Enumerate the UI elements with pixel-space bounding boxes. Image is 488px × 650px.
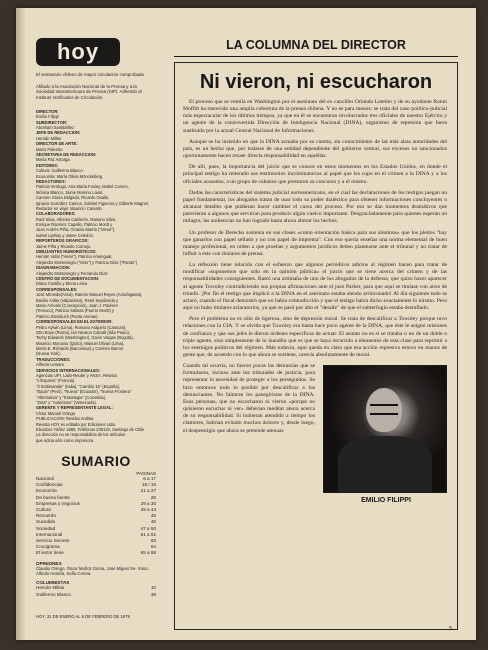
sumario-page: 39 a 44 — [140, 507, 156, 513]
sumario-pages-header: PAGINAS — [136, 471, 156, 477]
photo-shoulders — [338, 436, 432, 492]
magazine-page — [16, 8, 476, 640]
masthead-line: DIRECTOR: — [36, 108, 59, 114]
sumario-section: Guillermo Blanco — [36, 591, 71, 597]
masthead-line: EDITORES: — [36, 162, 59, 168]
sumario-section: Servicio Secreto — [36, 537, 70, 543]
photo-caption: EMILIO FILIPPI — [361, 497, 411, 505]
section-title: LA COLUMNA DEL DIRECTOR — [174, 38, 458, 57]
sumario-section: Hernán Millas — [36, 585, 65, 591]
issue-date-footer: HOY, 31 DE ENERO AL 6 DE FEBRERO DE 1979 — [36, 614, 130, 619]
article-paragraph: De allí, pues, la importancia del juicio que se conoce en estos momentos en los Estados Unidos, en donde el principal testigo ha reiterado sus testimonios incriminatorios al papel que les cupo en el crimen a la DINA y a los oficiales acusados, a un grupo de cubanos que prestaron su concurso y a él mismo. — [183, 164, 447, 185]
masthead-line: DIBUJANTES HUMORISTICOS: — [36, 249, 97, 255]
masthead-line: Techy Edwards (Washington), Gavin Vargas (Bogotá), — [36, 335, 134, 341]
masthead-line: "Alternativa" y "Estrategia" (Colombia), — [36, 394, 107, 400]
opiniones-text: Claudio Orrego, Óscar Muñoz Goma, José Miguel Se- rrano, Alfredo Heraña, Sofía Correa. — [36, 565, 149, 576]
masthead-line: "Il Settimanale" (Italia), "Cambio 16" (España), — [36, 383, 121, 389]
masthead-line: COLABORADORES: — [36, 211, 76, 217]
director-column-header — [174, 38, 458, 57]
masthead-line: Pedro Aylwin (Lima), Romano Arajuelo (Caracas), — [36, 324, 127, 330]
masthead-line: Ignacio González Camus, Gabriel Figueroa y Gilberte Magnet. — [36, 200, 150, 206]
masthead-line: La dirección no se responsabiliza de los artículos — [36, 432, 126, 438]
masthead-line: REPORTEROS GRAFICOS: — [36, 238, 89, 244]
sumario-page: 45 — [150, 513, 156, 519]
sumario-section: Economía — [36, 488, 57, 494]
sumario-page: 38 — [150, 591, 156, 597]
photo-area — [183, 363, 447, 533]
masthead-line: Emilio Filippi — [36, 114, 59, 120]
sumario-section: Sucedido — [36, 519, 56, 525]
masthead-line: GERENTE Y REPRESENTANTE LEGAL: — [36, 405, 113, 411]
tagline: El semanario chileno de mayor circulación comprobada — [36, 72, 144, 77]
masthead-line: Mónica Blanco, Jaime Moreno Laval, — [36, 189, 104, 195]
masthead-line: Eleodoro Yáñez 1880, Teléfonos 236133, Santiago de Chile — [36, 426, 145, 432]
masthead-line: REDACTORES: — [36, 178, 66, 184]
masthead-credits — [36, 109, 156, 443]
sumario-page: 51 a 61 — [140, 531, 156, 537]
masthead-line: SERVICIOS INTERNACIONALES: — [36, 367, 101, 373]
article-paragraph: La reflexión tiene relación con el esfuerzo que algunos periódicos adictos al régimen hacen para tratar de modificar «suponemos que sólo en la opinión pública» el juicio que se tiene acerca del crimen y de las responsabilidades consiguientes. Bastó una artimaña de uno de los abogados de la defensa, que quiso hacer aparecer al agente Townley contradiciendo sus propias afirmaciones ante el juez Parker, para que aquí se titulase con aires de triunfo. ¡Por fin el testigo que implicó a la DINA en el asesinato estaba siendo arrinconado! Al día siguiente todo se aclaró, cuando el fiscal demostró que no había contradicción y que el testigo había dicho exactamente lo mismo. Pero aquí no hubo titulares aclaratorios, ya que se pasó por alto el "detalle" de que el subterfugio estaba desinflado. — [183, 262, 447, 312]
masthead-line: Isabel Lipthay y Jaime Celedón. — [36, 232, 95, 238]
author-photo — [323, 365, 447, 493]
columnistas-list — [36, 585, 156, 597]
masthead-line: Mario Arévalo (Concepción), Juan J. Paulsen — [36, 302, 118, 308]
sumario-section: Internacional — [36, 531, 63, 537]
masthead-line: Cultura: Guillermo Blanco — [36, 168, 83, 174]
masthead-line: José Miranda(Arica), Ramón Manuel Reyes (Antofagasta), — [36, 292, 143, 298]
masthead-line: SECRETARIA DE REDACCION: — [36, 152, 97, 157]
sumario-page: 10 — [150, 585, 156, 591]
masthead-line: "Equis" (Perú), "Nueva" (Ecuador), "Nueva Frontera" — [36, 389, 132, 395]
masthead-line: Basilio Aslán (Valparaíso), René Sepúlveda y — [36, 297, 119, 303]
masthead-line: Hernán Millas — [36, 135, 62, 141]
masthead-line: Patricia Verdugo, Ana María Foxley, Mabel Cornes, — [36, 184, 129, 190]
sumario-page: 29 a 30 — [140, 500, 156, 506]
masthead-line: Abraham Santibáñez — [36, 125, 75, 131]
sumario-page: 63 — [150, 537, 156, 543]
sumario-page: 6 a 17 — [143, 476, 156, 482]
masthead-line: Jaime Piña y Ricardo Cornejo. — [36, 243, 92, 249]
sumario-page: 65 a 66 — [140, 550, 156, 556]
masthead-line: SUBDIRECTOR: — [36, 119, 68, 125]
sumario-page: 64 — [150, 544, 156, 550]
sumario-section: De buena fuente — [36, 494, 70, 500]
sumario-page: 21 a 27 — [140, 488, 156, 494]
masthead-line: Mauricio Morosso (Quito), Manuel Olivari (Lima), — [36, 340, 125, 346]
sumario-section: Recuerdo — [36, 513, 56, 519]
article-paragraph: El proceso que se ventila en Washington por el asesinato del ex canciller Orlando Letelier y de su ayudante Ronni Moffitt ha merecido una amplia cobertura de la prensa chilena. Y no es para menos: se trata del caso político-judicial más espectacular de los últimos tiempos, ya que en él se encuentran involucrados tres oficiales de nuestro Ejército y un agente de la controvertida Dirección de Inteligencia Nacional (DINA), organismo de represión que fuera sustituido por la actual Central Nacional de Informaciones. — [183, 99, 447, 134]
masthead-line: Hernán Vidal ("Hervi"), Patricio Amengual, — [36, 254, 113, 260]
masthead-line: PUBLICACION: Revista Andina — [36, 416, 94, 422]
photo-glasses — [370, 404, 398, 415]
masthead-line: Alfredo Lemare — [36, 362, 64, 368]
hoy-logo: hoy — [36, 38, 120, 66]
columnistas-label: COLUMNISTAS — [36, 580, 70, 586]
masthead-line: Patricio Steinbuch (Punta Arenas). — [36, 313, 99, 319]
sumario-title: SUMARIO — [61, 453, 131, 470]
masthead-line: CORRESPONSALES: — [36, 286, 78, 292]
masthead-line: TRADUCCIONES: — [36, 356, 71, 362]
masthead-line: DIRECTOR DE ARTE: — [36, 141, 78, 147]
masthead-line: CENTRO DE DOCUMENTACION: — [36, 275, 100, 281]
sumario-section: Sociedad — [36, 525, 56, 531]
article-paragraph: Aunque se ha insistido en que la DINA actuaba por su cuenta, sin conocimiento de las más altas autoridades del país, es un hecho que, por tratarse de una entidad dependiente del gobierno central, sus excesos no sancionados oportunamente hacen recaer directa responsabilidad en aquéllas. — [183, 138, 447, 160]
article-paragraph: Pero el problema no es sólo de ligereza, sino de depresión moral. Se trata de descalificar a Townley porque tuvo relaciones con la CIA. Y se olvida que Townley era hasta hace poco agente de la DINA, que éste le asignó misiones de confianza y que sus jefes le dieron órdenes específicas de actuar. El asunto no es si se trataba o no de un doble o triple agente, sino simplemente de lo inaudito que es que se haya recurrido a elementos de esta clase para reprimir a los enemigos políticos del régimen. Más todavía, aquí queda en claro que esa acción represiva estuvo en manos de gente que, de acuerdo con lo que ahora se sostiene, carecía absolutamente de moral. — [183, 316, 447, 358]
sumario-section: Empresas y negocios — [36, 500, 80, 506]
sumario-page: 47 a 50 — [140, 525, 156, 531]
opiniones-label: OPINIONES — [36, 560, 62, 566]
masthead-line: CORRESPONSALES EN EL EXTERIOR: — [36, 319, 113, 325]
sumario-row — [36, 550, 156, 556]
masthead-line: María Paz Astorga — [36, 157, 70, 163]
memberships: Afiliado a la Asociación Nacional de la Prensa y a la Sociedad Interamericana de Prensa (SIP). Adherido al Instituto Verificador de Circulación — [36, 83, 142, 101]
masthead-line: Agencias UPI, Latin-Reuter y ANSA. Revista — [36, 373, 117, 379]
sumario-section: El lector tiene — [36, 550, 64, 556]
sumario-section: Confidencias — [36, 482, 63, 488]
masthead-line: Diana Castillo y Elena Leiva — [36, 281, 87, 287]
masthead-column — [36, 38, 156, 598]
sumario-section: Cultura — [36, 507, 51, 513]
masthead-line: Redactor en viaje: Mauricio Carvallo — [36, 205, 102, 211]
masthead-line: que actúa sólo como impresora. — [36, 437, 95, 443]
article-body — [183, 99, 447, 533]
masthead-line: "Zeta" y "Autorismo" (Venezuela). — [36, 399, 97, 405]
masthead-line: María E. Richards (Barcelona) y Carmen Barros — [36, 346, 124, 352]
masthead-line: Revista HOY es editada por Ediciones Ltda. — [36, 421, 116, 427]
closing-paragraph: Cuando tal ocurría, no fueron pocas las denuncias que se formularon, incluso ante los tribunales de justicia, para representar la necesidad de proteger a los perseguidos. Se hizo entonces todo lo posible por descalificar a los denunciantes. No faltaron los panegiristas de la DINA. Esos personas, que no escucharon ni vieron «porque no quisieron escuchar ni ver» deberían meditar ahora acerca de su responsabilidad. Si hubieran atendido a tiempo los clamores, habrían evitado muchos dolores y, desde luego, el desprestigio que ahora se pretende atenuar. — [183, 363, 315, 434]
article-paragraph: Un profesor de Derecho sostenía en sus clases «como orientación básica para sus alumnos» que los pleitos "hay que ganarlos con papel sellado y no con papel de imprenta". Con eso quería enseñar una norma elemental de buen manejo profesional, en orden a que pruebas y argumentos jurídicos deben plantearse ante el tribunal y no tratar de influir a éste con titulares de prensa. — [183, 229, 447, 257]
sumario-page: 18 / 19 — [141, 482, 156, 488]
sumario-section: Nacional — [36, 476, 54, 482]
sumario-row — [36, 592, 156, 598]
page-spine — [16, 8, 26, 640]
masthead-line: Mario Palestro — [36, 146, 63, 152]
masthead-line: "L'Express" (Francia). — [36, 378, 76, 384]
article-headline: Ni vieron, ni escucharon — [199, 71, 433, 93]
masthead-line: Juan Andrés Piña, Octavio Martín ("Omar"), — [36, 227, 116, 233]
masthead-line: Alejandro Montenegro ("Mon") y Patricio Díaz ("Pando") — [36, 259, 138, 265]
masthead-line: DIAGRAMACION: — [36, 265, 71, 271]
page-number: 5 — [449, 626, 452, 632]
sumario-section: Crucigrama — [36, 544, 60, 550]
masthead-line: Otto Boye (Roma), Ian Newton Cabrall (São Paulo), — [36, 329, 130, 335]
article-box — [174, 62, 458, 630]
sumario-list — [36, 476, 156, 556]
masthead-line: Carmen Gloria Delgado, Ricardo Ovalle, — [36, 195, 110, 201]
article-paragraphs — [183, 99, 447, 359]
masthead-line: JEFE DE REDACCION: — [36, 130, 81, 136]
masthead-line: Enrique Ramírez Capello, Patricio Montt y — [36, 222, 113, 228]
sumario-page: 46 — [150, 519, 156, 525]
masthead-line: Víctor Manuel Ortega — [36, 410, 75, 416]
sumario-page: 28 — [150, 494, 156, 500]
masthead-line: Raúl Silva, Alfonso Calderón, Mariano Silva, — [36, 216, 117, 222]
masthead-line: Economía: María Olivia Mönckeberg — [36, 173, 103, 179]
masthead-line: (Temuco), Patricio Salinas (Puerto Montt) y — [36, 308, 115, 314]
article-paragraph: Dadas las características del sistema judicial norteamericano, en el cual las declaraciones de los testigos juegan un papel fundamental, los abogados tratan de usar todo su poder dialéctico para obtener informaciones concluyentes o alcanzar detalles que pudieran hacer cambiar el curso del proceso. Por eso se dan momentos dramáticos que parecieran a algunos que servirían para producir algún vuelco importante. Desgraciadamente para quienes esperan un milagro, las audiencias no han logrado hasta ahora alterar los hechos. — [183, 189, 447, 225]
masthead-line: Alejandro Montenegro y Fernando Díaz — [36, 270, 108, 276]
masthead-line: (Nueva York). — [36, 351, 61, 357]
